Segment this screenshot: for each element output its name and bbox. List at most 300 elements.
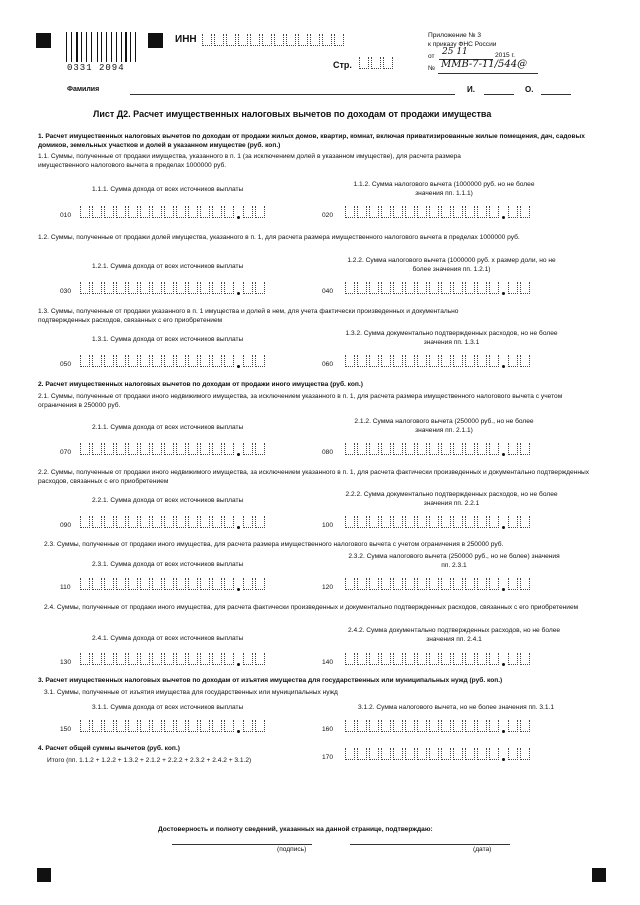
input-cell[interactable]	[359, 57, 369, 69]
input-cell[interactable]	[212, 206, 222, 218]
input-cell[interactable]	[465, 653, 475, 665]
field-110[interactable]	[80, 578, 267, 592]
field-050[interactable]	[80, 355, 267, 369]
input-cell[interactable]	[188, 578, 198, 590]
input-cell[interactable]	[176, 355, 186, 367]
input-cell-kopecks[interactable]	[255, 282, 265, 294]
input-cell[interactable]	[489, 748, 499, 760]
input-cell[interactable]	[417, 355, 427, 367]
input-cell-kopecks[interactable]	[508, 355, 518, 367]
input-cell[interactable]	[429, 653, 439, 665]
input-cell[interactable]	[92, 720, 102, 732]
input-cell[interactable]	[128, 653, 138, 665]
input-cell[interactable]	[152, 355, 162, 367]
input-cell[interactable]	[140, 578, 150, 590]
input-cell[interactable]	[152, 653, 162, 665]
input-cell[interactable]	[405, 282, 415, 294]
input-cell-kopecks[interactable]	[520, 720, 530, 732]
input-cell[interactable]	[116, 578, 126, 590]
input-cell[interactable]	[393, 443, 403, 455]
input-cell-kopecks[interactable]	[508, 653, 518, 665]
input-cell[interactable]	[429, 720, 439, 732]
input-cell[interactable]	[164, 355, 174, 367]
section-2-4-text: 2.4. Суммы, полученные от продажи иного имущества, для расчета фактически произведенных и документально подтвержденных расходов, связанных с его приобретением	[44, 604, 579, 611]
input-cell[interactable]	[429, 748, 439, 760]
input-cell[interactable]	[274, 34, 284, 46]
input-cell[interactable]	[477, 516, 487, 528]
input-cell[interactable]	[465, 282, 475, 294]
input-cell[interactable]	[429, 355, 439, 367]
input-cell[interactable]	[116, 720, 126, 732]
input-cell-kopecks[interactable]	[243, 443, 253, 455]
field-140[interactable]	[345, 653, 532, 667]
input-cell[interactable]	[453, 282, 463, 294]
input-cell[interactable]	[393, 355, 403, 367]
input-cell-kopecks[interactable]	[255, 720, 265, 732]
input-cell-kopecks[interactable]	[255, 578, 265, 590]
line-code-170: 170	[322, 754, 334, 761]
input-cell[interactable]	[465, 516, 475, 528]
input-cell[interactable]	[417, 748, 427, 760]
input-cell[interactable]	[477, 748, 487, 760]
barcode-bar	[68, 32, 69, 62]
input-cell[interactable]	[429, 516, 439, 528]
input-cell-kopecks[interactable]	[243, 578, 253, 590]
input-cell[interactable]	[116, 516, 126, 528]
input-cell[interactable]	[212, 720, 222, 732]
input-cell[interactable]	[429, 578, 439, 590]
input-cell-kopecks[interactable]	[243, 206, 253, 218]
input-cell[interactable]	[80, 720, 90, 732]
field-030[interactable]	[80, 282, 267, 296]
field-170[interactable]	[345, 748, 532, 762]
input-cell[interactable]	[441, 653, 451, 665]
input-cell[interactable]	[405, 720, 415, 732]
input-cell[interactable]	[405, 653, 415, 665]
input-cell[interactable]	[164, 206, 174, 218]
input-cell[interactable]	[405, 748, 415, 760]
input-cell[interactable]	[477, 443, 487, 455]
input-cell[interactable]	[453, 748, 463, 760]
input-cell[interactable]	[80, 282, 90, 294]
input-cell[interactable]	[92, 653, 102, 665]
input-cell[interactable]	[334, 34, 344, 46]
input-cell[interactable]	[441, 355, 451, 367]
input-cell[interactable]	[465, 578, 475, 590]
input-cell[interactable]	[250, 34, 260, 46]
input-cell[interactable]	[140, 516, 150, 528]
input-cell[interactable]	[128, 206, 138, 218]
field-080[interactable]	[345, 443, 532, 457]
input-cell[interactable]	[357, 748, 367, 760]
input-cell[interactable]	[200, 282, 210, 294]
input-cell[interactable]	[116, 443, 126, 455]
input-cell[interactable]	[164, 578, 174, 590]
input-cell[interactable]	[286, 34, 296, 46]
initial-i-field[interactable]	[484, 94, 514, 95]
field-070[interactable]	[80, 443, 267, 457]
field-100[interactable]	[345, 516, 532, 530]
input-cell[interactable]	[441, 206, 451, 218]
input-cell[interactable]	[357, 720, 367, 732]
input-cell[interactable]	[128, 355, 138, 367]
input-cell[interactable]	[80, 355, 90, 367]
input-cell-kopecks[interactable]	[520, 653, 530, 665]
input-cell[interactable]	[200, 355, 210, 367]
input-cell[interactable]	[369, 206, 379, 218]
input-cell[interactable]	[224, 282, 234, 294]
input-cell-kopecks[interactable]	[243, 355, 253, 367]
section-2-heading: 2. Расчет имущественных налоговых вычетов по доходам от продажи иного имущества (руб. коп.)	[38, 381, 363, 388]
field-160[interactable]	[345, 720, 532, 734]
input-cell[interactable]	[441, 516, 451, 528]
input-cell[interactable]	[357, 516, 367, 528]
input-cell[interactable]	[369, 578, 379, 590]
input-cell[interactable]	[357, 282, 367, 294]
input-cell[interactable]	[188, 516, 198, 528]
input-cell[interactable]	[369, 516, 379, 528]
input-cell[interactable]	[262, 34, 272, 46]
input-cell[interactable]	[405, 355, 415, 367]
input-cell[interactable]	[441, 720, 451, 732]
input-cell[interactable]	[489, 206, 499, 218]
input-cell[interactable]	[140, 653, 150, 665]
input-cell[interactable]	[128, 578, 138, 590]
input-cell[interactable]	[200, 720, 210, 732]
input-cell[interactable]	[224, 578, 234, 590]
input-cell[interactable]	[128, 282, 138, 294]
input-cell[interactable]	[405, 578, 415, 590]
input-cell[interactable]	[371, 57, 381, 69]
input-cell[interactable]	[345, 720, 355, 732]
input-cell[interactable]	[116, 653, 126, 665]
input-cell[interactable]	[200, 578, 210, 590]
input-cell[interactable]	[224, 720, 234, 732]
input-cell[interactable]	[224, 516, 234, 528]
input-cell-kopecks[interactable]	[255, 206, 265, 218]
input-cell-kopecks[interactable]	[508, 516, 518, 528]
input-cell[interactable]	[489, 443, 499, 455]
barcode-bar	[66, 32, 67, 62]
field-120[interactable]	[345, 578, 532, 592]
input-cell[interactable]	[357, 653, 367, 665]
input-cell[interactable]	[116, 282, 126, 294]
input-cell[interactable]	[393, 282, 403, 294]
input-cell[interactable]	[429, 282, 439, 294]
input-cell[interactable]	[104, 720, 114, 732]
input-cell[interactable]	[226, 34, 236, 46]
input-cell[interactable]	[405, 443, 415, 455]
input-cell[interactable]	[453, 653, 463, 665]
input-cell[interactable]	[200, 653, 210, 665]
input-cell[interactable]	[417, 720, 427, 732]
input-cell[interactable]	[453, 720, 463, 732]
field-020[interactable]	[345, 206, 532, 220]
input-cell-kopecks[interactable]	[508, 282, 518, 294]
input-cell[interactable]	[200, 206, 210, 218]
input-cell[interactable]	[369, 443, 379, 455]
input-cell-kopecks[interactable]	[255, 355, 265, 367]
input-cell[interactable]	[477, 206, 487, 218]
input-cell[interactable]	[369, 720, 379, 732]
input-cell[interactable]	[489, 355, 499, 367]
input-cell[interactable]	[104, 355, 114, 367]
input-cell[interactable]	[441, 748, 451, 760]
field-090[interactable]	[80, 516, 267, 530]
input-cell-kopecks[interactable]	[508, 443, 518, 455]
input-cell[interactable]	[489, 720, 499, 732]
input-cell[interactable]	[465, 355, 475, 367]
surname-field[interactable]	[130, 94, 455, 95]
input-cell[interactable]	[441, 443, 451, 455]
input-cell-kopecks[interactable]	[508, 206, 518, 218]
input-cell[interactable]	[489, 578, 499, 590]
input-cell[interactable]	[152, 516, 162, 528]
input-cell[interactable]	[465, 720, 475, 732]
input-cell-kopecks[interactable]	[243, 282, 253, 294]
input-cell[interactable]	[176, 443, 186, 455]
input-cell[interactable]	[80, 578, 90, 590]
input-cell[interactable]	[477, 653, 487, 665]
input-cell[interactable]	[202, 34, 212, 46]
input-cell[interactable]	[152, 443, 162, 455]
input-cell[interactable]	[383, 57, 393, 69]
input-cell[interactable]	[345, 578, 355, 590]
input-cell[interactable]	[80, 516, 90, 528]
input-cell[interactable]	[214, 34, 224, 46]
signature-field[interactable]	[172, 844, 312, 845]
input-cell[interactable]	[176, 516, 186, 528]
input-cell[interactable]	[369, 355, 379, 367]
input-cell-kopecks[interactable]	[520, 206, 530, 218]
input-cell-kopecks[interactable]	[520, 355, 530, 367]
input-cell[interactable]	[345, 653, 355, 665]
input-cell[interactable]	[152, 206, 162, 218]
input-cell[interactable]	[393, 720, 403, 732]
field-150[interactable]	[80, 720, 267, 734]
inn-cells[interactable]	[202, 34, 346, 48]
input-cell[interactable]	[417, 516, 427, 528]
input-cell[interactable]	[393, 653, 403, 665]
input-cell-kopecks[interactable]	[255, 653, 265, 665]
input-cell[interactable]	[453, 578, 463, 590]
input-cell[interactable]	[188, 355, 198, 367]
input-cell[interactable]	[345, 516, 355, 528]
input-cell[interactable]	[381, 653, 391, 665]
input-cell-kopecks[interactable]	[508, 748, 518, 760]
input-cell[interactable]	[429, 206, 439, 218]
input-cell[interactable]	[164, 282, 174, 294]
input-cell[interactable]	[152, 578, 162, 590]
input-cell[interactable]	[477, 355, 487, 367]
input-cell[interactable]	[489, 516, 499, 528]
input-cell[interactable]	[140, 206, 150, 218]
input-cell[interactable]	[104, 578, 114, 590]
input-cell[interactable]	[489, 282, 499, 294]
input-cell[interactable]	[477, 578, 487, 590]
input-cell[interactable]	[212, 578, 222, 590]
input-cell[interactable]	[465, 443, 475, 455]
field-060[interactable]	[345, 355, 532, 369]
input-cell[interactable]	[92, 355, 102, 367]
input-cell[interactable]	[176, 206, 186, 218]
input-cell[interactable]	[104, 516, 114, 528]
input-cell[interactable]	[164, 653, 174, 665]
input-cell[interactable]	[92, 516, 102, 528]
input-cell[interactable]	[393, 748, 403, 760]
input-cell[interactable]	[116, 355, 126, 367]
input-cell[interactable]	[393, 516, 403, 528]
input-cell-kopecks[interactable]	[243, 653, 253, 665]
input-cell[interactable]	[176, 578, 186, 590]
input-cell[interactable]	[441, 578, 451, 590]
input-cell[interactable]	[224, 653, 234, 665]
input-cell[interactable]	[357, 578, 367, 590]
input-cell[interactable]	[188, 443, 198, 455]
input-cell[interactable]	[140, 282, 150, 294]
input-cell[interactable]	[212, 355, 222, 367]
input-cell[interactable]	[417, 282, 427, 294]
input-cell[interactable]	[104, 206, 114, 218]
barcode-bar	[125, 32, 126, 62]
input-cell[interactable]	[188, 282, 198, 294]
input-cell[interactable]	[80, 653, 90, 665]
input-cell[interactable]	[176, 282, 186, 294]
input-cell[interactable]	[357, 206, 367, 218]
input-cell[interactable]	[152, 282, 162, 294]
input-cell[interactable]	[345, 748, 355, 760]
input-cell[interactable]	[140, 720, 150, 732]
input-cell[interactable]	[393, 206, 403, 218]
input-cell[interactable]	[322, 34, 332, 46]
field-040[interactable]	[345, 282, 532, 296]
input-cell[interactable]	[80, 206, 90, 218]
input-cell[interactable]	[200, 443, 210, 455]
input-cell[interactable]	[92, 206, 102, 218]
input-cell-kopecks[interactable]	[243, 516, 253, 528]
input-cell[interactable]	[405, 516, 415, 528]
input-cell[interactable]	[104, 653, 114, 665]
input-cell[interactable]	[92, 443, 102, 455]
input-cell[interactable]	[417, 206, 427, 218]
date-field[interactable]	[350, 844, 510, 845]
page-cells[interactable]	[359, 57, 395, 71]
input-cell[interactable]	[381, 516, 391, 528]
input-cell[interactable]	[104, 282, 114, 294]
input-cell[interactable]	[80, 443, 90, 455]
input-cell[interactable]	[465, 206, 475, 218]
input-cell[interactable]	[116, 206, 126, 218]
input-cell[interactable]	[381, 355, 391, 367]
input-cell[interactable]	[128, 516, 138, 528]
input-cell[interactable]	[140, 355, 150, 367]
input-cell[interactable]	[238, 34, 248, 46]
input-cell-kopecks[interactable]	[255, 516, 265, 528]
input-cell[interactable]	[357, 443, 367, 455]
input-cell[interactable]	[453, 516, 463, 528]
input-cell[interactable]	[212, 516, 222, 528]
input-cell[interactable]	[369, 748, 379, 760]
input-cell[interactable]	[212, 653, 222, 665]
input-cell[interactable]	[140, 443, 150, 455]
input-cell[interactable]	[357, 355, 367, 367]
input-cell[interactable]	[417, 578, 427, 590]
input-cell[interactable]	[92, 578, 102, 590]
input-cell[interactable]	[188, 653, 198, 665]
input-cell[interactable]	[345, 443, 355, 455]
input-cell[interactable]	[164, 516, 174, 528]
input-cell[interactable]	[176, 653, 186, 665]
input-cell-kopecks[interactable]	[243, 720, 253, 732]
input-cell-kopecks[interactable]	[520, 578, 530, 590]
input-cell[interactable]	[212, 282, 222, 294]
input-cell[interactable]	[92, 282, 102, 294]
input-cell-kopecks[interactable]	[508, 578, 518, 590]
input-cell[interactable]	[345, 282, 355, 294]
input-cell[interactable]	[152, 720, 162, 732]
input-cell[interactable]	[429, 443, 439, 455]
input-cell[interactable]	[176, 720, 186, 732]
input-cell[interactable]	[381, 282, 391, 294]
input-cell[interactable]	[369, 653, 379, 665]
input-cell[interactable]	[200, 516, 210, 528]
input-cell[interactable]	[104, 443, 114, 455]
input-cell[interactable]	[128, 720, 138, 732]
initial-o-field[interactable]	[541, 94, 571, 95]
field-010[interactable]	[80, 206, 267, 220]
input-cell[interactable]	[441, 282, 451, 294]
input-cell[interactable]	[224, 206, 234, 218]
input-cell[interactable]	[188, 206, 198, 218]
input-cell[interactable]	[465, 748, 475, 760]
input-cell[interactable]	[298, 34, 308, 46]
input-cell[interactable]	[345, 355, 355, 367]
input-cell[interactable]	[164, 720, 174, 732]
input-cell[interactable]	[224, 355, 234, 367]
input-cell[interactable]	[477, 720, 487, 732]
input-cell[interactable]	[345, 206, 355, 218]
input-cell[interactable]	[453, 355, 463, 367]
field-130[interactable]	[80, 653, 267, 667]
input-cell[interactable]	[188, 720, 198, 732]
input-cell-kopecks[interactable]	[508, 720, 518, 732]
input-cell-kopecks[interactable]	[520, 282, 530, 294]
input-cell[interactable]	[369, 282, 379, 294]
input-cell[interactable]	[310, 34, 320, 46]
input-cell[interactable]	[381, 748, 391, 760]
input-cell-kopecks[interactable]	[520, 443, 530, 455]
input-cell-kopecks[interactable]	[255, 443, 265, 455]
input-cell[interactable]	[381, 443, 391, 455]
input-cell-kopecks[interactable]	[520, 748, 530, 760]
input-cell[interactable]	[489, 653, 499, 665]
input-cell[interactable]	[212, 443, 222, 455]
input-cell[interactable]	[224, 443, 234, 455]
input-cell[interactable]	[381, 720, 391, 732]
input-cell[interactable]	[417, 653, 427, 665]
input-cell-kopecks[interactable]	[520, 516, 530, 528]
input-cell[interactable]	[381, 206, 391, 218]
input-cell[interactable]	[417, 443, 427, 455]
input-cell[interactable]	[164, 443, 174, 455]
input-cell[interactable]	[393, 578, 403, 590]
input-cell[interactable]	[453, 443, 463, 455]
input-cell[interactable]	[405, 206, 415, 218]
input-cell[interactable]	[453, 206, 463, 218]
input-cell[interactable]	[381, 578, 391, 590]
input-cell[interactable]	[128, 443, 138, 455]
input-cell[interactable]	[477, 282, 487, 294]
